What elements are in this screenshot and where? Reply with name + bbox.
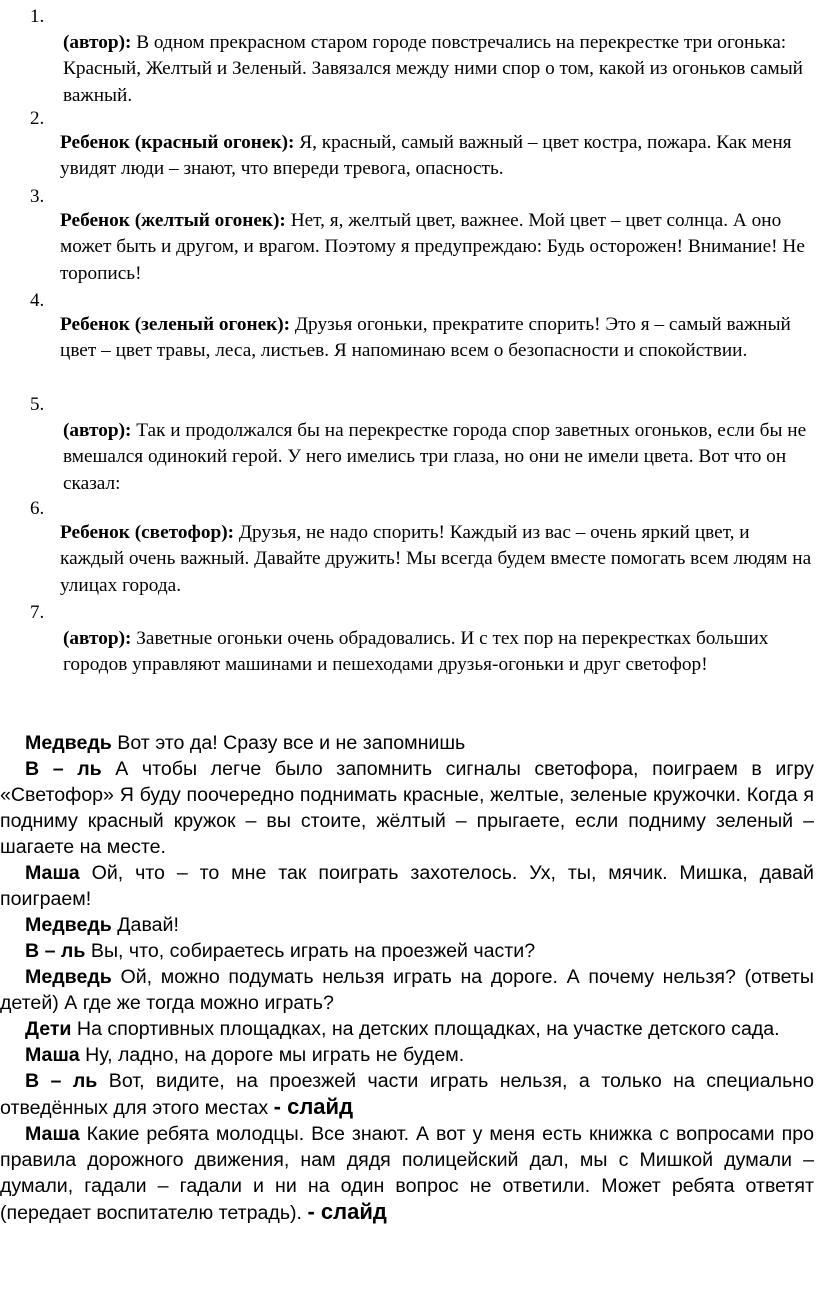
dialogue-line xyxy=(0,730,816,756)
line-text: В одном прекрасном старом городе повстречались на перекрестке три огонька: Красный, Желтый и Зеленый. Завязался между ними спор о том, какой из огоньков самый важный. xyxy=(63,32,803,106)
line-text: Вы, что, собираетесь играть на проезжей части? xyxy=(85,940,536,962)
dialogue-line xyxy=(0,1042,816,1068)
item-number: 4. xyxy=(30,290,45,311)
dialogue-line xyxy=(0,1016,816,1042)
speaker-label: Ребенок (зеленый огонек): xyxy=(60,314,291,335)
dialogue-line xyxy=(0,938,816,964)
speaker-label: Маша xyxy=(25,1123,80,1145)
dialogue-section xyxy=(0,730,816,1226)
item-number: 2. xyxy=(30,108,45,129)
line-text: Заветные огоньки очень обрадовались. И с тех пор на перекрестках больших городов управляют машинами и пешеходами друзья-огоньки и друг светофор! xyxy=(63,628,769,676)
dialogue-line xyxy=(0,912,816,938)
item-number: 1. xyxy=(30,6,45,27)
line-text: Ой, можно подумать нельзя играть на дороге. А почему нельзя? (ответы детей) А где же тогда можно играть? xyxy=(0,966,814,1014)
speaker-label: Ребенок (желтый огонек): xyxy=(60,210,286,231)
dialogue-line xyxy=(0,1068,816,1121)
line-text: Друзья огоньки, прекратите спорить! Это я – самый важный цвет – цвет травы, леса, листьев. Я напоминаю всем о безопасности и спокойствии. xyxy=(60,314,791,362)
line-text: А чтобы легче было запомнить сигналы светофора, поиграем в игру «Светофор» Я буду поочередно поднимать красные, желтые, зеленые кружочки. Когда я подниму красный кружок – вы стоите, жёлтый – прыгаете, если подниму зеленый – шагаете на месте. xyxy=(0,758,814,858)
speaker-label: (автор): xyxy=(63,628,132,649)
dialogue-line xyxy=(0,1121,816,1226)
line-text: Нет, я, желтый цвет, важнее. Мой цвет – цвет солнца. А оно может быть и другом, и врагом. Поэтому я предупреждаю: Будь осторожен! Внимание! Не торопись! xyxy=(60,210,805,284)
speaker-label: Ребенок (красный огонек): xyxy=(60,132,295,153)
item-number: 5. xyxy=(30,394,45,415)
line-text: На спортивных площадках, на детских площадках, на участке детского сада. xyxy=(71,1018,780,1040)
line-text: Ну, ладно, на дороге мы играть не будем. xyxy=(79,1044,465,1066)
speaker-label: Ребенок (светофор): xyxy=(60,522,235,543)
speaker-label: В – ль xyxy=(25,758,102,780)
speaker-label: Медведь xyxy=(25,966,112,988)
numbered-scene-list xyxy=(0,0,816,106)
speaker-label: (автор): xyxy=(63,420,132,441)
speaker-label: Медведь xyxy=(25,914,112,936)
speaker-label: Маша xyxy=(25,862,80,884)
line-text: Вот это да! Сразу все и не запомнишь xyxy=(111,732,466,754)
line-text: Я, красный, самый важный – цвет костра, пожара. Как меня увидят люди – знают, что впереди тревога, опасность. xyxy=(60,132,792,180)
item-number: 3. xyxy=(30,186,45,207)
speaker-label: В – ль xyxy=(25,940,86,962)
speaker-label: В – ль xyxy=(25,1070,98,1092)
line-text: Так и продолжался бы на перекрестке города спор заветных огоньков, если бы не вмешался одинокий герой. У него имелись три глаза, но они не имели цвета. Вот что он сказал: xyxy=(63,420,807,494)
line-text: Какие ребята молодцы. Все знают. А вот у меня есть книжка с вопросами про правила дорожного движения, нам дядя полицейский дал, мы с Мишкой думали – думали, гадали – гадали и ни на один вопрос не ответили. Может ребята ответят (передает воспитателю тетрадь). xyxy=(0,1123,814,1224)
item-number: 6. xyxy=(30,498,45,519)
speaker-label: Маша xyxy=(25,1044,80,1066)
line-text: Друзья, не надо спорить! Каждый из вас – очень яркий цвет, и каждый очень важный. Давайте дружить! Мы всегда будем вместе помогать всем людям на улицах города. xyxy=(60,522,812,596)
slide-marker: - слайд xyxy=(273,1094,354,1119)
line-text: Ой, что – то мне так поиграть захотелось. Ух, ты, мячик. Мишка, давай поиграем! xyxy=(0,862,814,910)
speaker-label: Дети xyxy=(25,1018,72,1040)
dialogue-line xyxy=(0,964,816,1016)
dialogue-line xyxy=(0,756,816,860)
line-text: Давай! xyxy=(111,914,179,936)
list-item xyxy=(0,4,816,110)
speaker-label: (автор): xyxy=(63,32,132,53)
slide-marker: - слайд xyxy=(307,1199,387,1224)
dialogue-line xyxy=(0,860,816,912)
speaker-label: Медведь xyxy=(25,732,112,754)
item-number: 7. xyxy=(30,602,45,623)
line-text: Вот, видите, на проезжей части играть нельзя, а только на специально отведённых для этого местах xyxy=(0,1070,814,1119)
